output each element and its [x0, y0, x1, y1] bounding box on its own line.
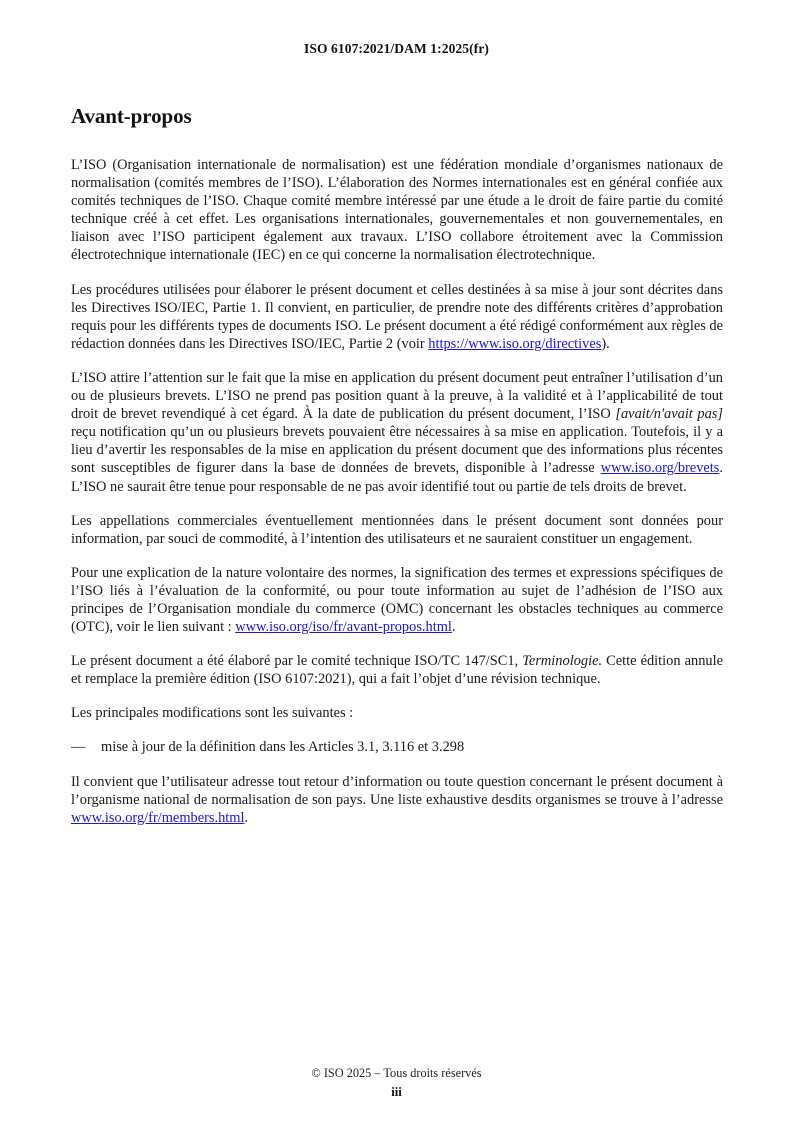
paragraph-trade-names: Les appellations commerciales éventuellement mentionnées dans le présent document sont données pour information, par souci de commodité, à l’intention des utilisateurs et ne sauraient constituer un engagement. — [71, 512, 723, 547]
page-content — [71, 104, 723, 827]
paragraph-patents-text-middle: reçu notification qu’un ou plusieurs brevets pouvaient être nécessaires à sa mise en application. Toutefois, il y a lieu d’avertir les responsables de la mise en application du présent document que des informations plus récentes sont susceptibles de figurer dans la base de données de brevets, disponible à l’adresse — [71, 424, 723, 477]
paragraph-changes-lead-in: Les principales modifications sont les suivantes : — [71, 705, 354, 722]
link-iso-brevets[interactable]: www.iso.org/brevets — [600, 460, 720, 477]
list-item-label: mise à jour de la définition dans les Articles 3.1, 3.116 et 3.298 — [101, 739, 465, 756]
paragraph-feedback-text-before: Il convient que l’utilisateur adresse tout retour d’information ou toute question concernant le présent document à l’organisme national de normalisation de son pays. Une liste exhaustive desdits organismes se trouve à l’adresse — [71, 773, 723, 808]
link-iso-members[interactable]: www.iso.org/fr/members.html — [71, 809, 245, 826]
paragraph-feedback — [71, 773, 723, 827]
paragraph-patents — [71, 369, 723, 496]
committee-subject-title: Terminologie. — [522, 653, 603, 670]
paragraph-patents-text-before: L’ISO attire l’attention sur le fait que la mise en application du présent document peut entraîner l’utilisation d’un ou de plusieurs brevets. L’ISO ne prend pas position quant à la preuve, à la validité et à l’applicabilité de tout droit de brevet revendiqué à cet égard. À la date de publication du présent document, l’ISO — [71, 369, 723, 423]
link-iso-directives[interactable]: https://www.iso.org/directives — [428, 335, 602, 352]
paragraph-committee-text-before: Le présent document a été élaboré par le comité technique ISO/TC 147/SC1, — [71, 653, 523, 670]
paragraph-committee — [71, 652, 723, 688]
paragraph-wto-tbt-text-before: Pour une explication de la nature volontaire des normes, la signification des termes et expressions spécifiques de l’ISO liés à l’évaluation de la conformité, ou pour toute information au sujet de l’adhésion de l’ISO aux principes de l’Organisation mondiale du commerce (OMC) concernant les obstacles techniques au commerce (OTC), voir le lien suivant : — [71, 564, 723, 636]
link-iso-avant-propos[interactable]: www.iso.org/iso/fr/avant-propos.html — [235, 619, 452, 636]
copyright-notice: © ISO 2025 – Tous droits réservés — [311, 1066, 482, 1080]
paragraph-patents-text-after: . L’ISO ne saurait être tenue pour responsable de ne pas avoir identifié tout ou partie de tels droits de brevet. — [71, 460, 723, 495]
paragraph-wto-tbt — [71, 564, 723, 636]
paragraph-committee-text-after: Cette édition annule et remplace la première édition (ISO 6107:2021), qui a fait l’objet d’une révision technique. — [71, 653, 723, 688]
paragraph-feedback-text-after: . — [244, 809, 249, 826]
paragraph-foreword-intro: L’ISO (Organisation internationale de normalisation) est une fédération mondiale d’organismes nationaux de normalisation (comités membres de l’ISO). L’élaboration des Normes internationales est en général confiée aux comités techniques de l’ISO. Chaque comité membre intéressé par une étude a le droit de faire partie du comité technique créé à cet effet. Les organisations internationales, gouvernementales et non gouvernementales, en liaison avec l’ISO participent également aux travaux. L’ISO collabore étroitement avec la Commission électrotechnique internationale (IEC) en ce qui concerne la normalisation électrotechnique. — [71, 157, 723, 264]
paragraph-procedures-text-after: ). — [601, 335, 610, 352]
dash-marker-icon: — — [71, 739, 86, 756]
page-title: Avant-propos — [71, 104, 192, 128]
paragraph-procedures-text-before: Les procédures utilisées pour élaborer le présent document et celles destinées à sa mise à jour sont décrites dans les Directives ISO/IEC, Partie 1. Il convient, en particulier, de prendre note des différents critères d’approbation requis pour les différents types de documents ISO. Le présent document a été rédigé conformément aux règles de rédaction données dans les Directives ISO/IEC, Partie 2 (voir — [71, 281, 723, 352]
patent-notice-placeholder: [avait/n'avait pas] — [615, 406, 724, 423]
list-item — [71, 738, 723, 756]
paragraph-procedures — [71, 281, 723, 353]
paragraph-wto-tbt-text-after: . — [451, 619, 456, 636]
page-footer — [0, 1066, 793, 1100]
page-number: iii — [391, 1085, 402, 1099]
running-header: ISO 6107:2021/DAM 1:2025(fr) — [303, 41, 490, 56]
